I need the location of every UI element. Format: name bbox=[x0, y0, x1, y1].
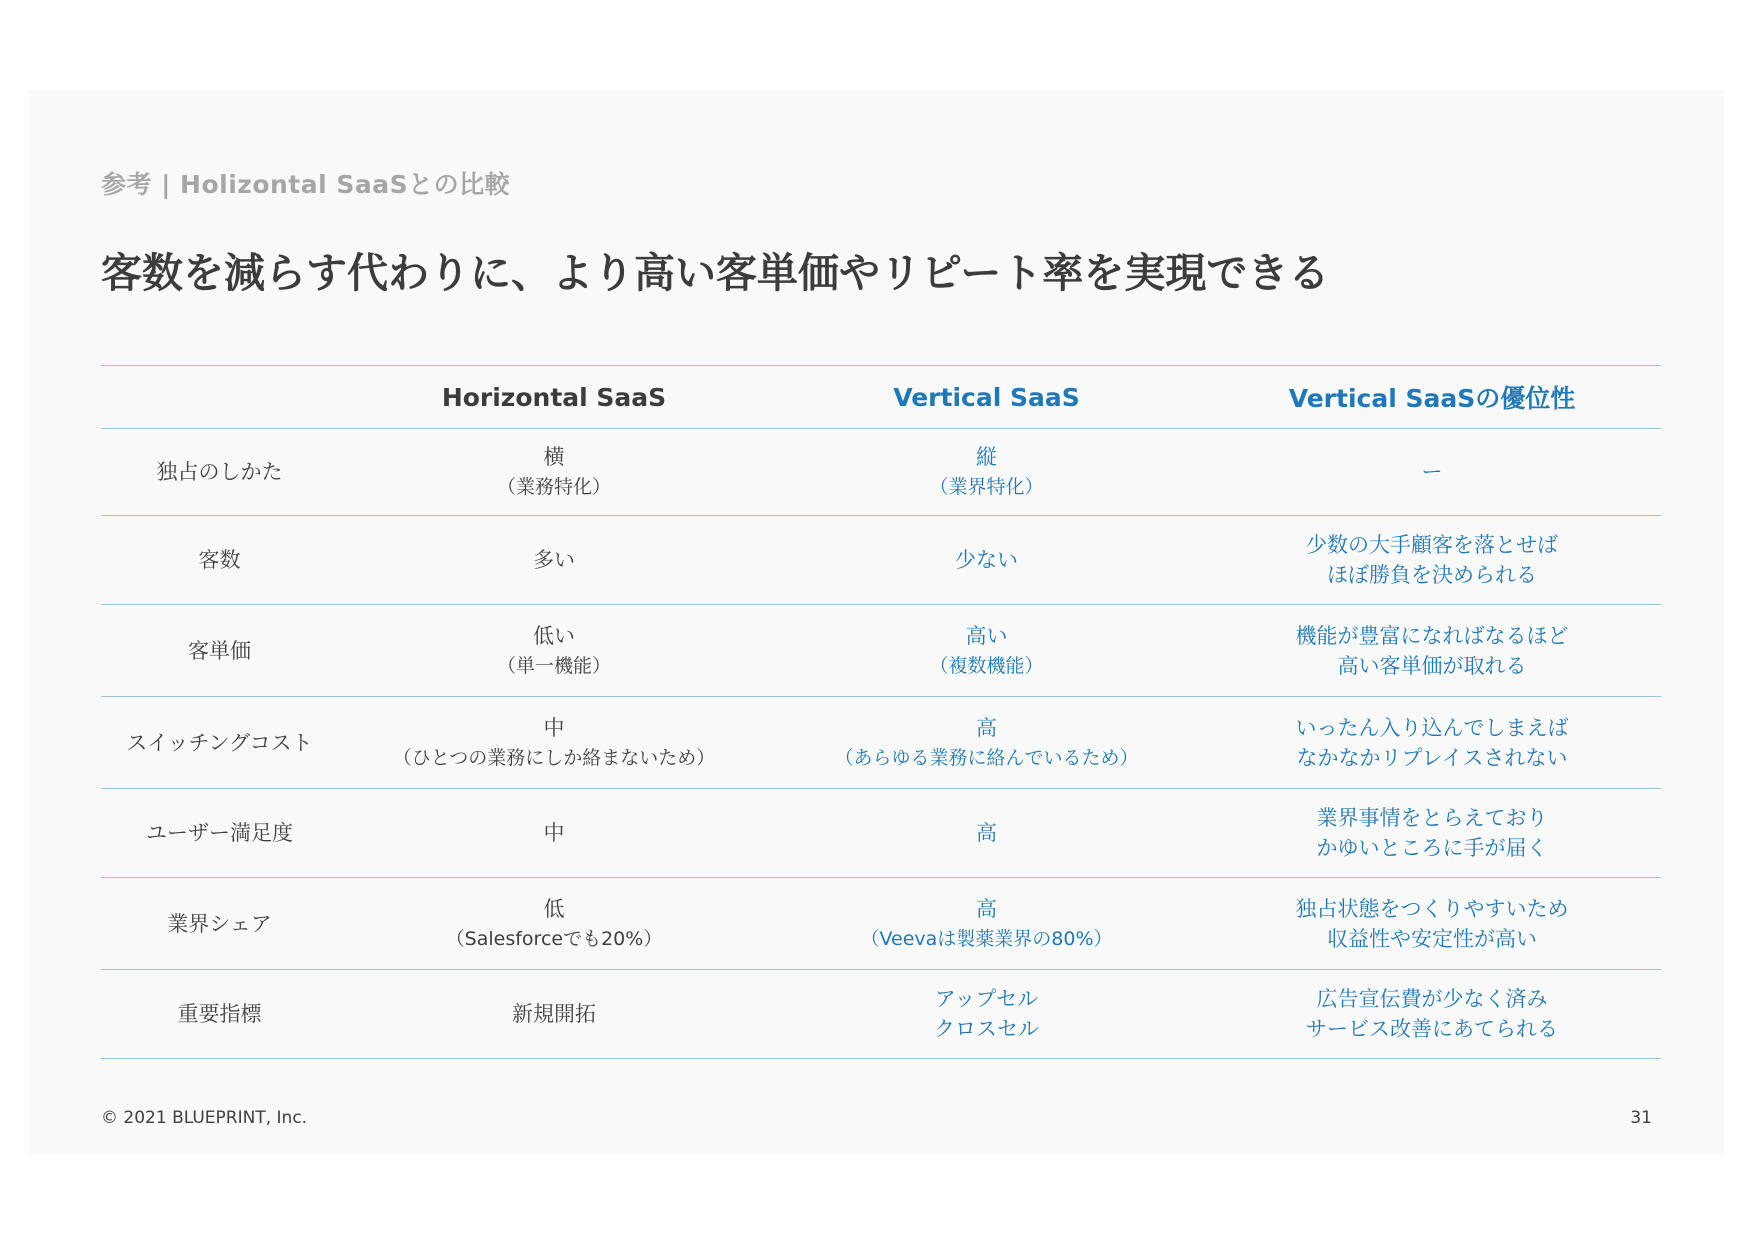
cell-sub: （あらゆる業務に絡んでいるため） bbox=[834, 746, 1139, 769]
slide bbox=[29, 90, 1724, 1154]
table-row bbox=[101, 516, 1661, 605]
table-header-row bbox=[101, 366, 1661, 429]
cell-line: いったん入り込んでしまえば bbox=[1295, 715, 1569, 740]
advantage-cell bbox=[1203, 970, 1661, 1059]
vertical-cell bbox=[770, 970, 1203, 1059]
cell-sub: （単一機能） bbox=[496, 654, 611, 677]
cell-line: 業界事情をとらえており bbox=[1316, 806, 1548, 830]
vertical-cell bbox=[770, 605, 1203, 697]
cell-line: 高い客単価が取れる bbox=[1337, 653, 1527, 678]
cell-main: 高 bbox=[976, 821, 997, 845]
header-horizontal-saas: Horizontal SaaS bbox=[338, 366, 770, 429]
horizontal-cell bbox=[338, 605, 770, 697]
cell-main: 多い bbox=[533, 548, 575, 572]
cell-line: 少数の大手顧客を落とせば bbox=[1306, 533, 1558, 557]
section-label: 参考 | Holizontal SaaSとの比較 bbox=[101, 170, 511, 199]
cell-main: 高 bbox=[976, 896, 997, 921]
copyright: © 2021 BLUEPRINT, Inc. bbox=[101, 1108, 308, 1128]
vertical-cell bbox=[770, 789, 1203, 878]
row-label: 独占のしかた bbox=[101, 429, 338, 516]
cell-line: ほぼ勝負を決められる bbox=[1327, 563, 1537, 587]
cell-sub: （ひとつの業務にしか絡まないため） bbox=[392, 746, 716, 769]
row-label: スイッチングコスト bbox=[101, 697, 338, 789]
cell-line: サービス改善にあてられる bbox=[1306, 1017, 1558, 1041]
cell-sub: （Salesforceでも20%） bbox=[445, 927, 663, 950]
cell-sub: （業界特化） bbox=[929, 476, 1044, 498]
cell-main: 低 bbox=[543, 896, 565, 921]
table-row bbox=[101, 429, 1661, 516]
advantage-cell bbox=[1203, 429, 1661, 516]
cell-main: ー bbox=[1421, 460, 1443, 484]
table-row bbox=[101, 789, 1661, 878]
advantage-cell bbox=[1203, 789, 1661, 878]
cell-line: なかなかリプレイスされない bbox=[1296, 745, 1568, 770]
cell-main: 中 bbox=[543, 821, 565, 845]
table-row bbox=[101, 878, 1661, 970]
horizontal-cell bbox=[338, 516, 770, 605]
horizontal-cell bbox=[338, 970, 770, 1059]
vertical-cell bbox=[770, 878, 1203, 970]
cell-main: 低い bbox=[533, 623, 575, 648]
table-row bbox=[101, 970, 1661, 1059]
horizontal-cell bbox=[338, 697, 770, 789]
vertical-cell bbox=[770, 429, 1203, 516]
table-row bbox=[101, 605, 1661, 697]
header-vertical-advantage: Vertical SaaSの優位性 bbox=[1203, 366, 1661, 429]
cell-main: 少ない bbox=[955, 548, 1018, 572]
cell-main: 新規開拓 bbox=[512, 1002, 596, 1026]
cell-sub: （Veevaは製薬業界の80%） bbox=[860, 927, 1113, 950]
headline: 客数を減らす代わりに、より高い客単価やリピート率を実現できる bbox=[101, 249, 1330, 297]
cell-line: かゆいところに手が届く bbox=[1316, 836, 1548, 860]
vertical-cell bbox=[770, 516, 1203, 605]
row-label: 客単価 bbox=[101, 605, 338, 697]
cell-line: 収益性や安定性が高い bbox=[1327, 926, 1537, 951]
cell-sub: （複数機能） bbox=[929, 654, 1044, 677]
horizontal-cell bbox=[338, 878, 770, 970]
cell-line: クロスセル bbox=[934, 1017, 1039, 1041]
page-number: 31 bbox=[1630, 1108, 1652, 1128]
row-label: ユーザー満足度 bbox=[101, 789, 338, 878]
cell-main: 縦 bbox=[976, 445, 997, 469]
cell-line: 独占状態をつくりやすいため bbox=[1295, 896, 1569, 921]
cell-main: 中 bbox=[543, 715, 565, 740]
row-label: 業界シェア bbox=[101, 878, 338, 970]
cell-main: 横 bbox=[543, 445, 565, 469]
advantage-cell bbox=[1203, 605, 1661, 697]
comparison-table bbox=[101, 365, 1661, 1059]
advantage-cell bbox=[1203, 697, 1661, 789]
vertical-cell bbox=[770, 697, 1203, 789]
cell-main: 高い bbox=[965, 623, 1008, 648]
horizontal-cell bbox=[338, 429, 770, 516]
horizontal-cell bbox=[338, 789, 770, 878]
cell-main: 高 bbox=[976, 715, 997, 740]
header-empty bbox=[101, 366, 338, 429]
table-row bbox=[101, 697, 1661, 789]
row-label: 客数 bbox=[101, 516, 338, 605]
advantage-cell bbox=[1203, 516, 1661, 605]
header-vertical-saas: Vertical SaaS bbox=[770, 366, 1203, 429]
cell-line: アップセル bbox=[934, 987, 1039, 1011]
advantage-cell bbox=[1203, 878, 1661, 970]
cell-line: 機能が豊富になればなるほど bbox=[1295, 623, 1569, 648]
row-label: 重要指標 bbox=[101, 970, 338, 1059]
cell-sub: （業務特化） bbox=[496, 476, 611, 498]
cell-line: 広告宣伝費が少なく済み bbox=[1316, 987, 1548, 1011]
